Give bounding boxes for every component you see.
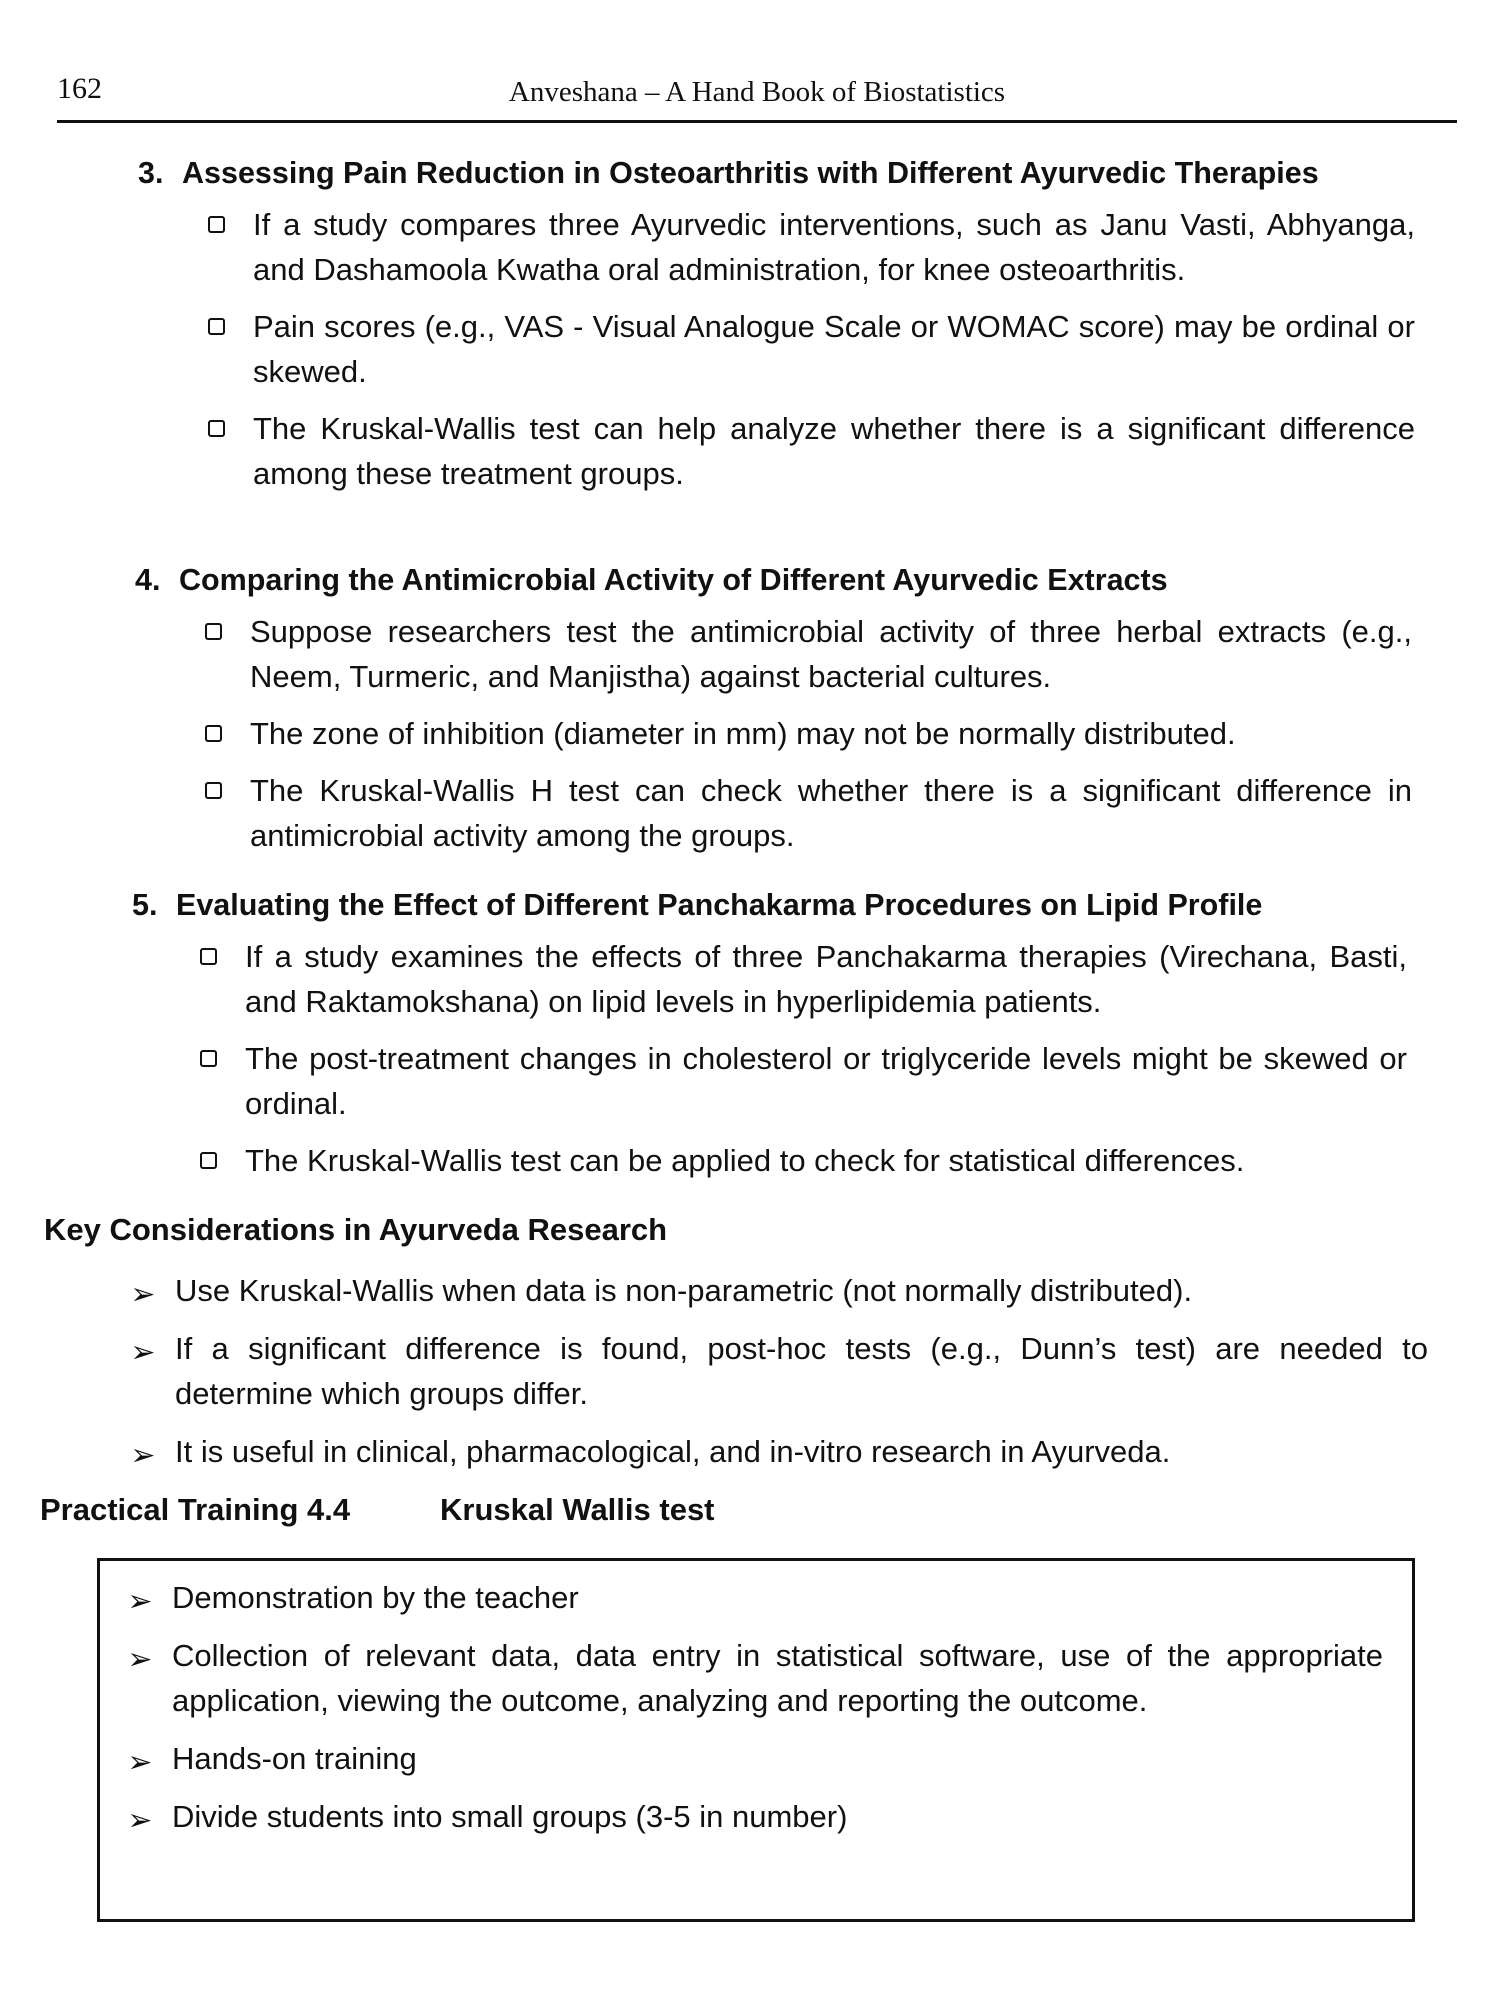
list-item-text: Pain scores (e.g., VAS - Visual Analogue Scale or WOMAC score) may be ordinal or skewed.: [253, 309, 1415, 389]
list-item: [125, 1575, 1383, 1620]
arrowhead-bullet-icon: ➢: [130, 1278, 156, 1311]
list-item: [192, 934, 1407, 1024]
list-item: [128, 1429, 1428, 1474]
list-item-text: The Kruskal-Wallis H test can check whether there is a significant difference in antimicrobial activity among the groups.: [250, 773, 1412, 853]
checkbox-square-icon: [205, 782, 222, 799]
key-considerations-heading: Key Considerations in Ayurveda Research: [44, 1212, 668, 1247]
checkbox-square-icon: [208, 318, 225, 335]
arrowhead-bullet-icon: ➢: [127, 1746, 153, 1779]
checkbox-square-icon: [205, 623, 222, 640]
checkbox-square-icon: [200, 1050, 217, 1067]
list-item-text: Demonstration by the teacher: [172, 1580, 579, 1615]
list-item-text: If a study examines the effects of three Panchakarma therapies (Virechana, Basti, and Raktamokshana) on lipid levels in hyperlipidemia patients.: [245, 939, 1407, 1019]
list-item: [192, 1036, 1407, 1126]
key-considerations-list: [128, 1268, 1428, 1487]
checkbox-square-icon: [200, 948, 217, 965]
practical-training-title: Kruskal Wallis test: [440, 1492, 715, 1527]
section-heading: [132, 877, 1472, 934]
list-item-text: If a significant difference is found, post-hoc tests (e.g., Dunn’s test) are needed to determine which groups differ.: [175, 1331, 1428, 1411]
section-number: 3.: [138, 156, 164, 190]
section-title: Assessing Pain Reduction in Osteoarthritis with Different Ayurvedic Therapies: [182, 156, 1319, 190]
arrowhead-bullet-icon: ➢: [127, 1804, 153, 1837]
list-item: [200, 406, 1415, 496]
arrowhead-bullet-icon: ➢: [127, 1643, 153, 1676]
list-item-text: Use Kruskal-Wallis when data is non-parametric (not normally distributed).: [175, 1273, 1193, 1308]
list-item: [197, 768, 1412, 858]
practical-training-list: [125, 1575, 1383, 1852]
list-item: [125, 1736, 1383, 1781]
page-header: [57, 72, 1457, 123]
practical-training-label: Practical Training 4.4: [40, 1492, 351, 1527]
section-5: [132, 877, 1472, 1195]
checkbox-square-icon: [208, 420, 225, 437]
list-item: [128, 1326, 1428, 1416]
list-item: [200, 202, 1415, 292]
page-number: 162: [57, 72, 102, 105]
section-4: [135, 552, 1475, 870]
section-heading: [135, 552, 1475, 609]
list-item-text: Hands-on training: [172, 1741, 417, 1776]
list-item-text: Collection of relevant data, data entry in statistical software, use of the appropriate application, viewing the outcome, analyzing and reporting the outcome.: [172, 1638, 1383, 1718]
list-item-text: If a study compares three Ayurvedic interventions, such as Janu Vasti, Abhyanga, and Dashamoola Kwatha oral administration, for knee osteoarthritis.: [253, 207, 1415, 287]
list-item: [192, 1138, 1407, 1183]
list-item: [197, 711, 1412, 756]
list-item-text: The Kruskal-Wallis test can be applied to check for statistical differences.: [245, 1143, 1245, 1178]
running-title: Anveshana – A Hand Book of Biostatistics: [508, 76, 1006, 108]
section-number: 4.: [135, 563, 161, 597]
checkbox-square-icon: [205, 725, 222, 742]
section-heading: [138, 145, 1478, 202]
list-item-text: Divide students into small groups (3-5 in number): [172, 1799, 848, 1834]
section-3: [138, 145, 1478, 508]
section-number: 5.: [132, 888, 158, 922]
arrowhead-bullet-icon: ➢: [127, 1585, 153, 1618]
list-item-text: It is useful in clinical, pharmacological, and in-vitro research in Ayurveda.: [175, 1434, 1171, 1469]
checkbox-square-icon: [208, 216, 225, 233]
arrowhead-bullet-icon: ➢: [130, 1336, 156, 1369]
list-item: [125, 1794, 1383, 1839]
section-title: Evaluating the Effect of Different Panchakarma Procedures on Lipid Profile: [176, 888, 1263, 922]
list-item: [128, 1268, 1428, 1313]
section-title: Comparing the Antimicrobial Activity of Different Ayurvedic Extracts: [179, 563, 1168, 597]
practical-training-heading: [40, 1492, 715, 1528]
practical-training-box: [97, 1558, 1415, 1922]
list-item: [125, 1633, 1383, 1723]
arrowhead-bullet-icon: ➢: [130, 1439, 156, 1472]
list-item-text: Suppose researchers test the antimicrobial activity of three herbal extracts (e.g., Neem, Turmeric, and Manjistha) against bacterial cultures.: [250, 614, 1412, 694]
checkbox-square-icon: [200, 1152, 217, 1169]
list-item-text: The Kruskal-Wallis test can help analyze whether there is a significant difference among these treatment groups.: [253, 411, 1415, 491]
list-item: [200, 304, 1415, 394]
list-item: [197, 609, 1412, 699]
list-item-text: The zone of inhibition (diameter in mm) may not be normally distributed.: [250, 716, 1236, 751]
list-item-text: The post-treatment changes in cholesterol or triglyceride levels might be skewed or ordinal.: [245, 1041, 1407, 1121]
